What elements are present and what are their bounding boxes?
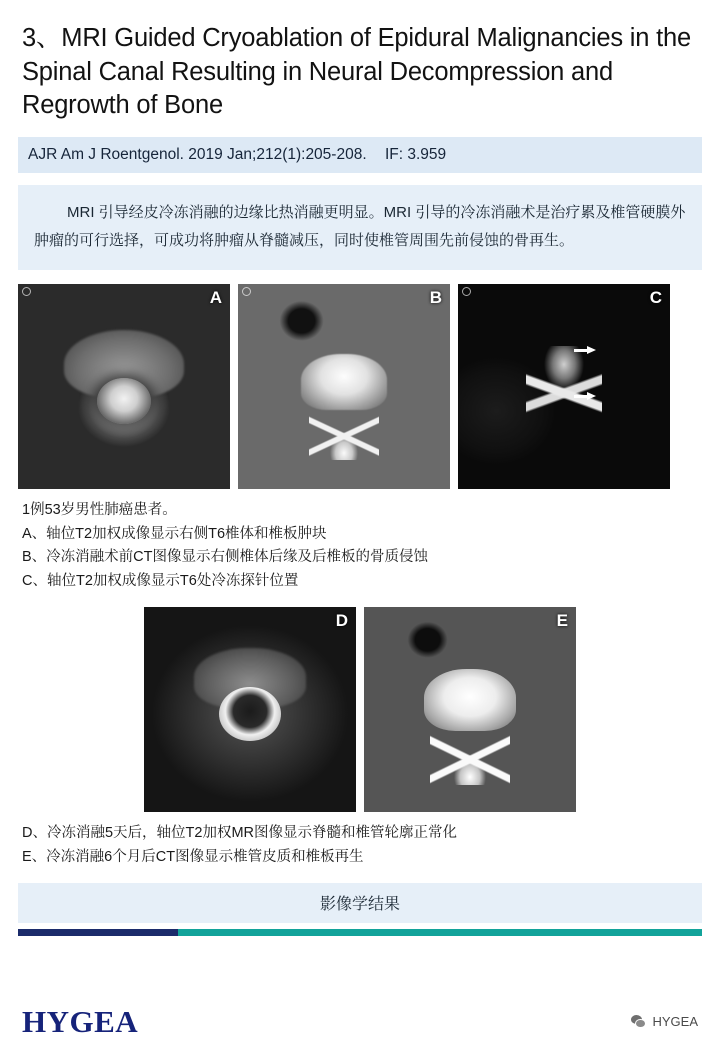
result-bar	[18, 883, 702, 923]
caption-top-line-2: B、冷冻消融术前CT图像显示右侧椎体后缘及后椎板的骨质侵蚀	[22, 549, 428, 566]
wechat-label: HYGEA	[652, 1014, 698, 1029]
page-title: 3、MRI Guided Cryoablation of Epidural Malignancies in the Spinal Canal Resulting in Neural Decompression and Regrowth of Bone	[22, 24, 691, 120]
spinal-cord-shape	[219, 687, 281, 741]
divider-segment-teal	[178, 929, 702, 936]
caption-top-line-3: C、轴位T2加权成像显示T6处冷冻探针位置	[22, 572, 299, 589]
slide-page	[0, 22, 720, 1062]
caption-top-line-0: 1例53岁男性肺癌患者。	[22, 502, 177, 519]
lamina-shape	[309, 414, 379, 460]
vertebral-bone-shape	[424, 669, 516, 731]
figure-panel-a	[18, 284, 230, 489]
figure-panel-d	[144, 607, 356, 812]
figure-label-b: B	[429, 288, 442, 308]
vertebral-body-shape	[64, 330, 184, 398]
abstract-box	[18, 185, 702, 271]
scan-marker-icon	[462, 287, 471, 296]
brand-logo: HYGEA	[22, 1004, 139, 1039]
figure-label-e: E	[556, 611, 568, 631]
caption-bottom-line-1: D、冷冻消融5天后，轴位T2加权MR图像显示脊髓和椎管轮廓正常化	[22, 825, 458, 842]
citation-source: AJR Am J Roentgenol. 2019 Jan;212(1):205-208.	[28, 145, 367, 163]
figure-label-c: C	[649, 288, 662, 308]
vertebral-bone-shape	[301, 354, 387, 410]
divider-rule	[18, 929, 702, 936]
figure-label-a: A	[209, 288, 222, 308]
figure-panel-b	[238, 284, 450, 489]
result-bar-label: 影像学结果	[319, 896, 400, 914]
figure-label-d: D	[335, 611, 348, 631]
divider-segment-blue	[18, 929, 178, 936]
caption-bottom	[22, 822, 702, 869]
lamina-shape	[430, 735, 510, 785]
abstract-text: MRI 引导经皮冷冻消融的边缘比热消融更明显。MRI 引导的冷冻消融术是治疗累及椎管硬膜外肿瘤的可行选择，可成功将肿瘤从脊髓减压，同时使椎管周围先前侵蚀的骨再生。	[34, 203, 686, 249]
scan-marker-icon	[22, 287, 31, 296]
figure-row-bottom	[18, 607, 702, 812]
annotation-arrow-icon	[574, 392, 596, 401]
caption-bottom-line-2: E、冷冻消融6个月后CT图像显示椎管皮质和椎板再生	[22, 848, 364, 865]
wechat-icon	[631, 1015, 646, 1028]
citation-impact-factor: IF: 3.959	[384, 145, 447, 163]
figure-row-top	[18, 284, 702, 489]
caption-top	[22, 499, 702, 593]
scan-marker-icon	[242, 287, 251, 296]
citation-bar	[18, 137, 702, 173]
figure-panel-c	[458, 284, 670, 489]
annotation-arrow-icon	[574, 346, 596, 355]
page-footer	[0, 988, 720, 1062]
figure-panel-e	[364, 607, 576, 812]
wechat-account	[631, 1014, 698, 1029]
caption-top-line-1: A、轴位T2加权成像显示右侧T6椎体和椎板肿块	[22, 525, 327, 542]
